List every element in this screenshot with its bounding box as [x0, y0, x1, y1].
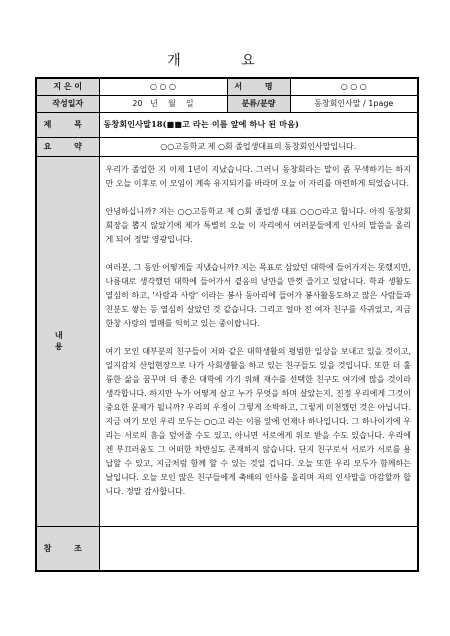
date-value: 20 년 월 일 — [99, 95, 227, 112]
content-paragraph: 여러분, 그 동안 어떻게들 지냈습니까? 저는 목표로 삼았던 대학에 들어가지는 못했지만, 나름대로 생각했던 대학에 들어가서 곁음의 낭만을 만껏 즐기고 있답니다. 학과 생활도 열심히 하고, '사람과 사랑' 이라는 봉사 동아리에 들어가 봉사활동도하고 많은 사람들과 친분도 쌓는 등 열심히 살았던 것 같습니다. 그리고 얼마 전 여자 친구를 사귀었고, 지금 한창 사랑의 열매를 익히고 있는 중이랍니다. — [105, 262, 411, 328]
reference-value — [99, 526, 418, 571]
category-label: 분류/분량 — [227, 95, 290, 112]
reference-row — [36, 526, 418, 571]
reference-label: 참 조 — [36, 526, 99, 571]
summary-label: 요 약 — [36, 137, 99, 156]
subject-row — [36, 112, 418, 137]
content-label: 내 용 — [36, 156, 99, 526]
subject-value: 동창회인사말18(■■고 라는 이름 앞에 하나 된 마음) — [99, 112, 418, 137]
subject-label: 제 목 — [36, 112, 99, 137]
summary-row — [36, 137, 418, 156]
content-paragraph: 우리가 졸업한 지 이제 1년이 지났습니다. 그러니 동창회라는 말이 좀 무색하기는 하지만 오늘 이후로 이 모임이 계속 유지되기를 바라며 오늘 이 자리를 마련하게 되었습니다. — [105, 164, 411, 188]
date-row — [36, 95, 418, 112]
summary-value: ○○고등학교 제 ○회 졸업생대표의 동창회인사말입니다. — [99, 137, 418, 156]
content-paragraph: 안녕하십니까? 저는 ○○고등학교 제 ○회 졸업생 대표 ○○○라고 합니다. 아직 동창회 회장을 뽑지 않았기에 제가 특별히 오늘 이 자리에서 여러분들에게 인사의 말씀을 올리게 되어 정말 영광입니다. — [105, 206, 411, 244]
writer-value: ○ ○ ○ — [99, 78, 227, 95]
reviewer-value: ○ ○ ○ — [290, 78, 418, 95]
page-title: 개 요 — [167, 53, 283, 69]
content-body — [99, 156, 418, 526]
date-label: 작성일자 — [36, 95, 99, 112]
writer-row — [36, 78, 418, 95]
overview-form — [35, 77, 419, 572]
reviewer-label: 서 명 — [227, 78, 290, 95]
category-value: 동창회인사말 / 1page — [290, 95, 418, 112]
writer-label: 지 은 이 — [36, 78, 99, 95]
content-row — [36, 156, 418, 526]
content-paragraph: 여기 모인 대부분의 친구들이 저와 같은 대학생활의 평범한 일상을 보내고 있을 것이고, 일지감치 산업현장으로 나가 사회생활을 하고 있는 친구들도 있을 것입니다. 또한 더 훌륭한 삶을 꿈꾸며 더 좋은 대학에 가기 위해 재수를 선택한 친구도 여기에 많을 것이라 생각합니다. 하지만 누가 어떻게 살고 누가 무엇을 하며 살았는지, 진정 우리에게 그것이 중요한 문제가 될니까? 우리의 우정이 그렇게 소박하고, 그렇게 미천했던 것은 아닙니다. 지금 여기 모인 우리 모두는 ○○고 라는 이름 앞에 언제나 하나입니다. 그 하나이기에 우리는 서로의 흠을 덮어줄 수도 있고, 아니면 서로에게 위로 받을 수도 있습니다. 우리에겐 부끄러움도 그 어떠한 차반심도 존재하지 않습니다. 단지 친구로서 서로가 서로를 용납할 수 있고, 지금처럼 함께 할 수 있는 것일 겁니다. 오늘 또한 우리 모두가 함께하는 날입니다. 오늘 모인 많은 친구들에게 축배의 인사를 올리며 저의 인사말을 마감할까 합니다. 정말 감사합니다. — [105, 346, 411, 496]
